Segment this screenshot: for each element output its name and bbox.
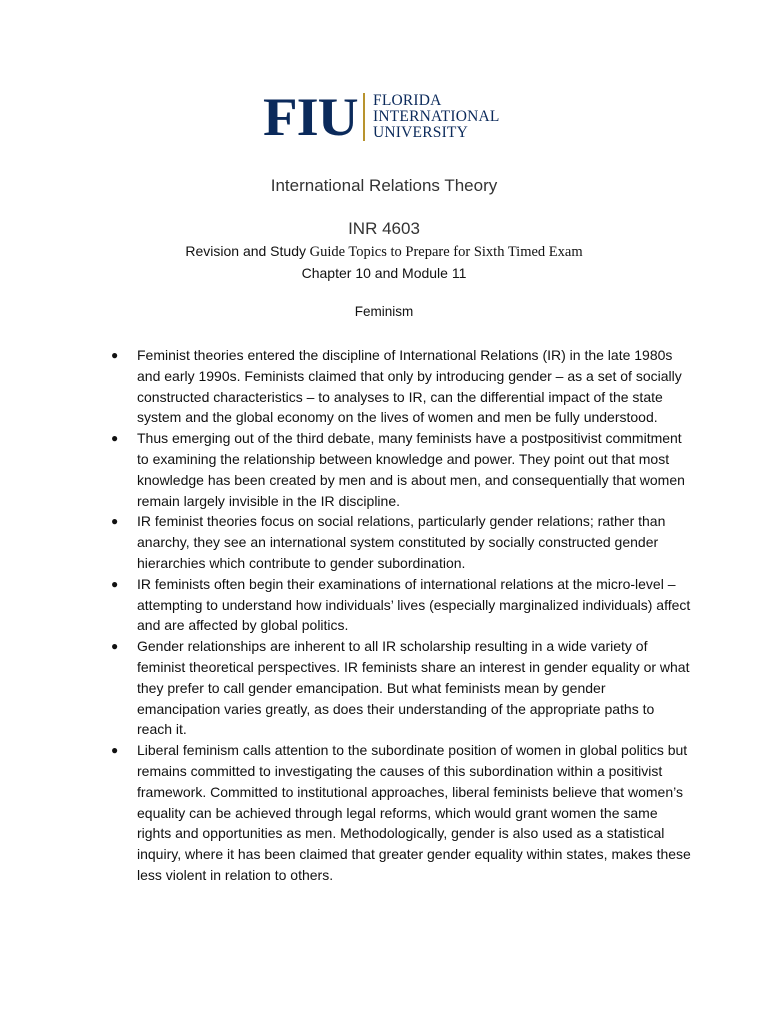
- bullet-icon: ●: [111, 348, 119, 362]
- logo-line-3: UNIVERSITY: [373, 124, 468, 141]
- logo-line-1: FLORIDA: [373, 92, 442, 109]
- list-item: [111, 574, 691, 636]
- list-item: [111, 636, 691, 740]
- list-item-text: IR feminists often begin their examinations of international relations at the micro-level – attempting to understand how individuals’ lives (especially marginalized individuals) affect and are affected by global politics.: [137, 575, 691, 634]
- course-title: International Relations Theory: [270, 176, 498, 195]
- list-item: [111, 511, 691, 573]
- course-code: INR 4603: [348, 219, 420, 238]
- logo-line-2: INTERNATIONAL: [373, 108, 500, 125]
- list-item-text: Gender relationships are inherent to all IR scholarship resulting in a wide variety of feminist theoretical perspectives. IR feminists share an interest in gender equality or what they prefer to call gender emancipation. But what feminists mean by gender emancipation varies greatly, as does their understanding of the appropriate paths to reach it.: [137, 638, 690, 738]
- bullet-icon: ●: [111, 743, 119, 758]
- fiu-logo: [263, 87, 500, 147]
- revision-heading: [0, 243, 768, 261]
- list-item: [111, 740, 691, 886]
- bullet-icon: ●: [111, 514, 119, 529]
- bullet-list: [111, 345, 691, 886]
- logo-wordmark: [373, 93, 500, 141]
- bullet-icon: ●: [111, 639, 119, 654]
- bullet-icon: ●: [111, 576, 119, 591]
- bullet-icon: ●: [111, 431, 119, 446]
- section-heading: Feminism: [354, 304, 414, 319]
- list-item-text: IR feminist theories focus on social relations, particularly gender relations; rather than anarchy, they see an international system constituted by socially constructed gender hierarchies which contribute to gender subordination.: [137, 513, 666, 571]
- logo-divider: [363, 93, 365, 141]
- chapter-heading: Chapter 10 and Module 11: [301, 265, 467, 281]
- revision-heading-part-a: Revision and Study: [185, 243, 306, 259]
- list-item-text: Liberal feminism calls attention to the subordinate position of women in global politics but remains committed to investigating the causes of this subordination within a positivist framework. Committed to institutional approaches, liberal feminists believe that women’s equality can be achieved through legal reforms, which would grant women the same rights and opportunities as men. Methodologically, gender is also used as a statistical inquiry, where it has been claimed that greater gender equality within states, makes these less violent in relation to others.: [137, 742, 691, 883]
- list-item-text: Feminist theories entered the discipline of International Relations (IR) in the late 1980s and early 1990s. Feminists claimed that only by introducing gender – as a set of socially constructed characteristics – to analyses to IR, can the differential impact of the state system and the global economy on the lives of women and men be fully understood.: [137, 347, 682, 426]
- list-item: [111, 428, 691, 511]
- list-item: [111, 345, 691, 428]
- revision-heading-part-b: Guide Topics to Prepare for Sixth Timed Exam: [306, 244, 583, 260]
- list-item-text: Thus emerging out of the third debate, many feminists have a postpositivist commitment to examining the relationship between knowledge and power. They point out that most knowledge has been created by men and is about men, and consequentially that women remain largely invisible in the IR discipline.: [137, 430, 685, 509]
- logo-mark: FIU: [263, 87, 358, 147]
